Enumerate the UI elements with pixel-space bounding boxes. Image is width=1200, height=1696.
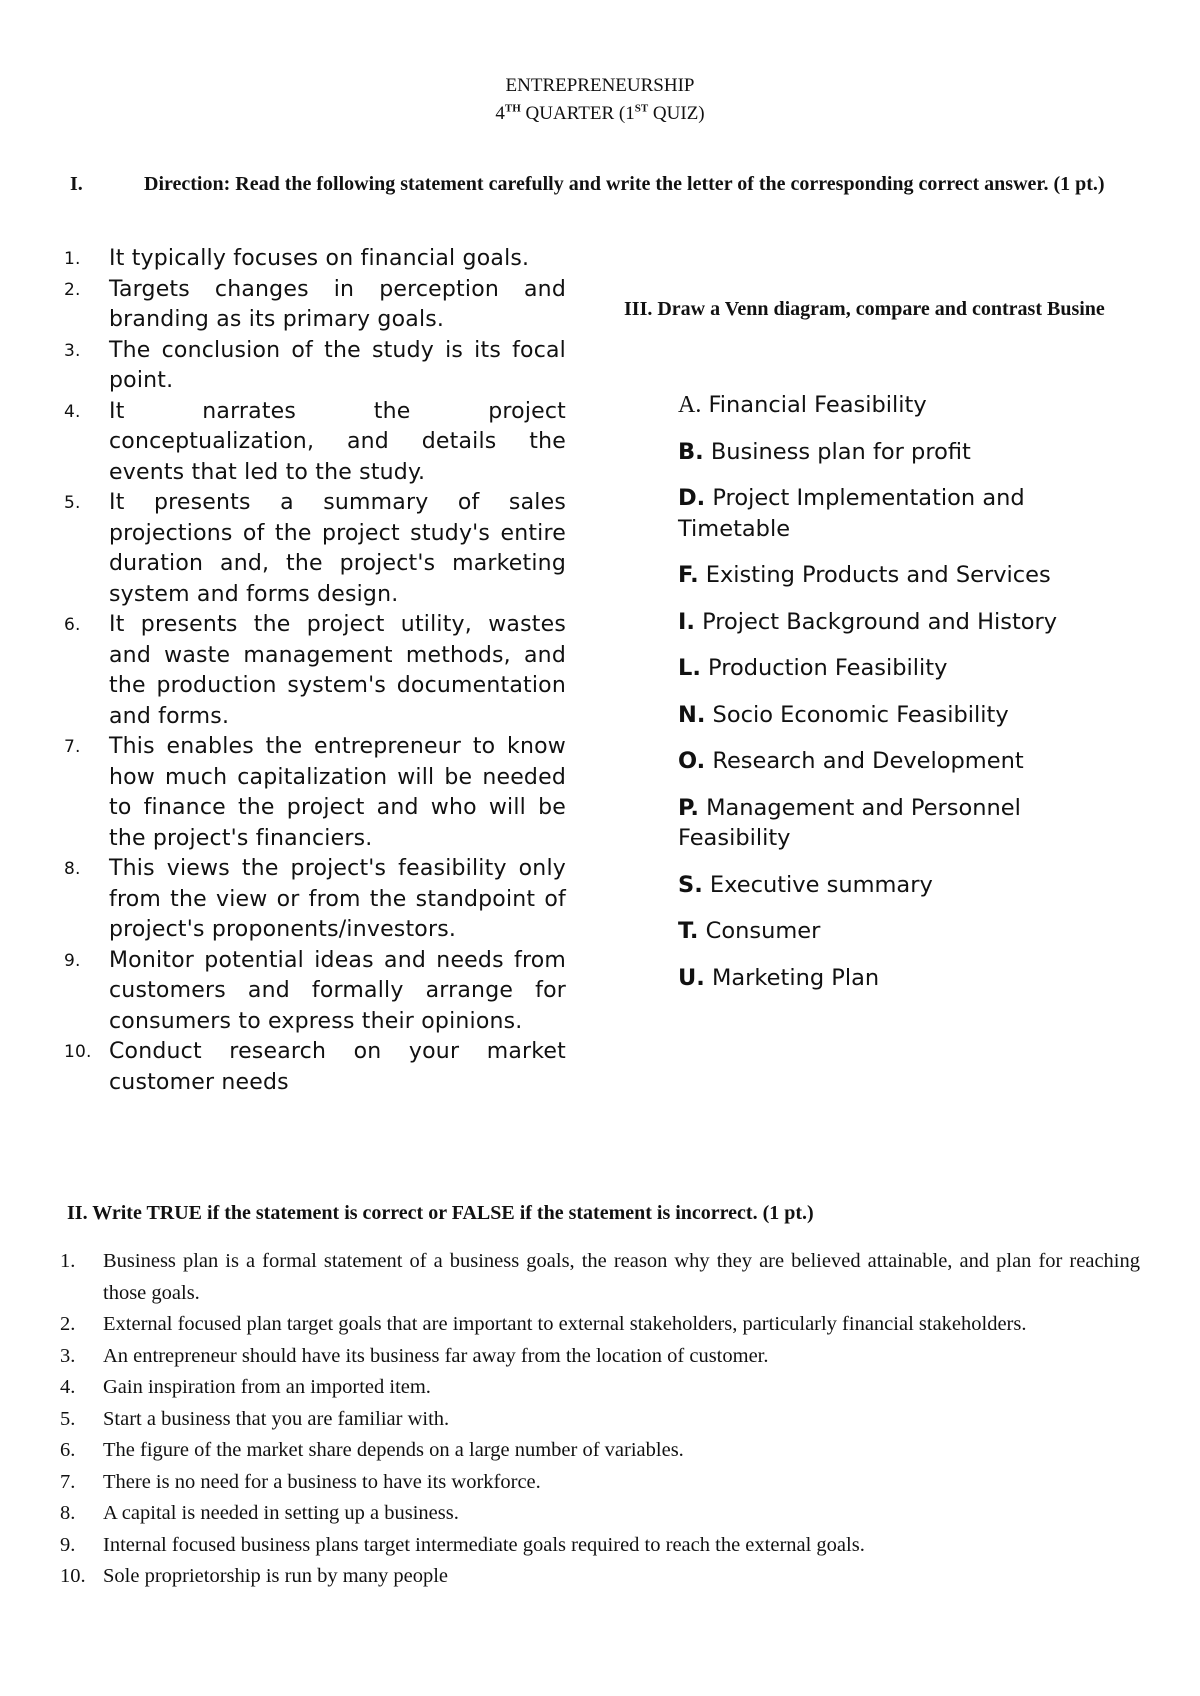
choice-letter: P. [678,794,699,821]
question-text: An entrepreneur should have its business far away from the location of customer. [103,1344,769,1367]
answer-choice [678,390,1098,421]
quiz-header [0,72,1200,128]
question-text: Business plan is a formal statement of a business goals, the reason why they are believed attainable, and plan for reaching those goals. [103,1250,1140,1304]
section-1-question-item [64,610,566,732]
answer-choice [678,963,1098,994]
question-number: 9. [60,1533,76,1556]
choice-text: Business plan for profit [703,438,971,465]
choice-text: Socio Economic Feasibility [705,701,1009,728]
question-text: Monitor potential ideas and needs from customers and formally arrange for consumers to express their opinions. [109,947,566,1034]
question-text: This enables the entrepreneur to know how much capitalization will be needed to finance the project and who will be the project's financiers. [109,734,566,851]
section-2-questions [60,1246,1140,1593]
question-text: The conclusion of the study is its focal point. [109,337,566,393]
section-1-numeral: I. [70,173,83,195]
question-number: 8. [64,859,81,879]
question-number: 3. [60,1344,76,1367]
section-1-direction [70,171,1130,197]
question-number: 1. [64,249,81,269]
section-1-question-item [64,275,566,336]
choice-text: Existing Products and Services [698,562,1051,588]
question-number: 5. [64,493,81,513]
answer-choice [678,793,1098,854]
section-1-question-item [64,244,566,275]
section-1-questions [64,244,566,1098]
answer-choice [678,560,1098,591]
question-number: 2. [64,279,81,300]
question-text: Conduct research on your market customer needs [109,1039,566,1095]
question-text: External focused plan target goals that are important to external stakeholders, particularly financial stakeholders. [103,1313,1027,1335]
section-2-question-item [60,1246,1140,1309]
section-2-question-item [60,1404,1140,1436]
answer-choice [678,916,1098,947]
question-text: Gain inspiration from an imported item. [103,1376,431,1398]
section-1-question-item [64,488,566,610]
question-number: 2. [60,1313,76,1335]
question-number: 10. [64,1042,92,1062]
section-2-title: II. Write TRUE if the statement is correct or FALSE if the statement is incorrect. (1 pt.) [67,1202,814,1224]
choice-letter: D. [678,485,706,511]
quarter-suffix: QUIZ) [648,103,705,124]
section-1-question-item [64,854,566,946]
section-2-question-item [60,1467,1140,1499]
question-number: 6. [60,1439,76,1461]
choice-text: Project Implementation and Timetable [678,485,1025,542]
section-1-question-item [64,397,566,489]
choice-text: Production Feasibility [700,655,948,681]
answer-choice [678,607,1098,638]
section-2-question-item [60,1530,1140,1562]
quiz-superscript: ST [634,102,649,115]
question-text: The figure of the market share depends on a large number of variables. [103,1439,684,1461]
choice-text: Research and Development [705,748,1024,774]
question-text: There is no need for a business to have its workforce. [103,1470,541,1493]
quarter-line [0,100,1200,128]
answer-choice [678,653,1098,684]
section-2-question-item [60,1435,1140,1467]
choice-text: Financial Feasibility [701,392,927,418]
quarter-prefix: 4 [495,103,505,124]
section-1-question-item [64,946,566,1038]
question-number: 9. [64,950,81,971]
question-text: It presents a summary of sales projections of the project study's entire duration and, the project's marketing system and forms design. [109,490,566,607]
subject-title: ENTREPRENEURSHIP [505,75,695,96]
question-text: Targets changes in perception and branding as its primary goals. [109,276,566,332]
choice-letter: B. [678,438,704,465]
answer-choice [678,700,1098,731]
section-2-question-item [60,1309,1140,1341]
question-number: 8. [60,1502,76,1524]
question-text: Internal focused business plans target intermediate goals required to reach the external goals. [103,1533,865,1556]
choice-text: Executive summary [702,871,933,898]
choice-letter: O. [678,748,706,774]
choice-text: Management and Personnel Feasibility [678,794,1021,851]
choice-letter: L. [678,655,701,681]
question-number: 4. [64,401,81,422]
section-1-question-item [64,1037,566,1098]
section-1-direction-text: Direction: Read the following statement carefully and write the letter of the corresponding correct answer. (1 pt.) [144,173,1105,195]
section-2-question-item [60,1498,1140,1530]
choice-letter: N. [678,701,706,728]
section-2-question-item [60,1561,1140,1593]
answer-choice [678,870,1098,901]
section-1-question-item [64,732,566,854]
section-1-question-item [64,336,566,397]
choice-text: Consumer [698,918,821,944]
question-number: 6. [64,615,81,635]
answer-choices [678,390,1098,1009]
question-number: 3. [64,340,81,361]
question-number: 7. [64,737,81,757]
choice-letter: I. [678,608,695,635]
question-number: 10. [60,1565,86,1587]
question-text: This views the project's feasibility only from the view or from the standpoint of project's proponents/investors. [109,856,566,942]
quarter-middle: QUARTER (1 [520,103,635,124]
question-text: It narrates the project conceptualization, and details the events that led to the study. [109,398,566,485]
question-number: 4. [60,1376,76,1398]
choice-text: Project Background and History [694,608,1058,635]
question-number: 1. [60,1250,76,1272]
choice-letter: U. [678,964,705,991]
question-text: It presents the project utility, wastes and waste management methods, and the production system's documentation and forms. [109,612,566,729]
choice-letter: F. [678,562,699,588]
choice-text: Marketing Plan [704,964,880,991]
question-text: A capital is needed in setting up a business. [103,1502,459,1524]
question-number: 5. [60,1407,76,1430]
choice-letter: S. [678,871,703,898]
question-number: 7. [60,1470,76,1493]
question-text: It typically focuses on financial goals. [109,246,530,271]
answer-choice [678,483,1098,544]
section-2-question-item [60,1372,1140,1404]
question-text: Start a business that you are familiar with. [103,1407,450,1430]
section-2-question-item [60,1341,1140,1373]
choice-letter: T. [678,918,699,944]
answer-choice [678,746,1098,777]
question-text: Sole proprietorship is run by many people [103,1565,449,1587]
choice-letter: A. [678,392,702,418]
answer-choice [678,437,1098,468]
section-3-title: III. Draw a Venn diagram, compare and contrast Busine [624,298,1105,320]
quarter-superscript: TH [504,102,521,115]
